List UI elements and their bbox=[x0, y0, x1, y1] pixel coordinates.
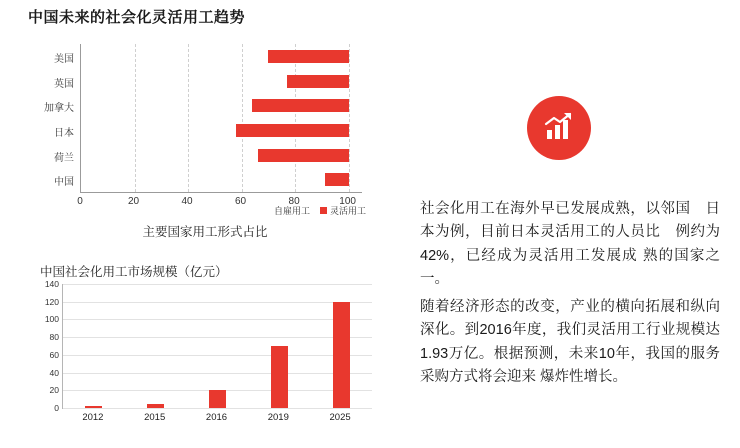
chart2-ytick-label: 40 bbox=[49, 367, 59, 378]
china-market-size-chart bbox=[28, 262, 378, 442]
chart1-category-label: 英国 bbox=[54, 78, 74, 90]
chart1-bar bbox=[252, 99, 348, 112]
chart2-ytick-label: 100 bbox=[44, 314, 59, 325]
chart1-xtick-label: 0 bbox=[77, 196, 83, 207]
legend-swatch-flexible bbox=[320, 207, 327, 214]
chart1-bar bbox=[268, 50, 348, 63]
legend-label-self-employed: 自雇用工 bbox=[273, 206, 310, 216]
chart1-category-label: 日本 bbox=[54, 127, 74, 139]
chart2-gridline bbox=[63, 337, 372, 338]
chart1-gridline bbox=[295, 44, 296, 192]
body-paragraph-2: 随着经济形态的改变，产业的横向拓展和纵向深化。到2016年度，我们灵活用工行业规模达1.93万亿。根据预测，未来10年，我国的服务采购方式将会迎来 爆炸性增长。 bbox=[420, 299, 720, 386]
chart2-bar bbox=[147, 404, 164, 408]
chart2-ytick-label: 0 bbox=[54, 403, 59, 413]
chart2-bar bbox=[333, 302, 350, 408]
chart1-gridline bbox=[135, 44, 136, 192]
chart1-category-label: 加拿大 bbox=[44, 103, 74, 115]
chart2-gridline bbox=[63, 302, 372, 303]
chart2-xtick-label: 2012 bbox=[82, 412, 104, 423]
chart1-bar bbox=[258, 149, 349, 162]
chart2-gridline bbox=[63, 319, 372, 320]
chart2-xtick-label: 2016 bbox=[205, 412, 228, 423]
chart2-gridline bbox=[63, 408, 372, 409]
chart2-bar bbox=[209, 390, 226, 408]
chart2-ytick-label: 20 bbox=[49, 385, 59, 396]
page-title: 中国未来的社会化灵活用工趋势 bbox=[28, 9, 246, 26]
chart2-ytick-label: 120 bbox=[44, 296, 59, 307]
chart1-category-label: 荷兰 bbox=[54, 152, 74, 164]
chart1-gridline bbox=[242, 44, 243, 192]
chart2-ytick-label: 80 bbox=[49, 332, 59, 343]
chart1-bar bbox=[287, 75, 349, 88]
chart2-ytick-label: 60 bbox=[49, 349, 59, 360]
legend-swatch-self-employed bbox=[264, 207, 271, 214]
growth-chart-icon bbox=[527, 96, 591, 160]
legend-item-self-employed bbox=[264, 204, 310, 217]
chart2-ytick-label: 140 bbox=[44, 279, 59, 289]
chart1-xtick-label: 20 bbox=[127, 196, 140, 207]
chart2-plot-area bbox=[44, 279, 372, 413]
chart2-xtick-label: 2025 bbox=[329, 412, 351, 423]
country-employment-chart bbox=[28, 36, 368, 239]
chart1-gridline bbox=[349, 44, 350, 192]
chart1-xtick-label: 60 bbox=[235, 196, 247, 207]
chart1-xtick-label: 80 bbox=[288, 196, 300, 207]
chart1-axis-title: 主要国家用工形式占比 bbox=[142, 225, 268, 239]
chart1-gridline bbox=[188, 44, 189, 192]
legend-label-flexible: 灵活用工 bbox=[329, 206, 366, 216]
chart1-bar bbox=[325, 173, 349, 186]
chart2-gridline bbox=[63, 284, 372, 285]
chart2-bar bbox=[271, 346, 288, 408]
chart1-category-label: 中国 bbox=[54, 177, 74, 189]
icon-circle-background bbox=[527, 96, 591, 160]
chart2-xtick-label: 2019 bbox=[267, 412, 289, 423]
chart1-category-label: 美国 bbox=[54, 53, 74, 65]
chart2-gridline bbox=[63, 355, 372, 356]
chart2-xtick-label: 2015 bbox=[144, 412, 166, 423]
chart2-bar bbox=[85, 406, 102, 408]
chart1-xtick-label: 100 bbox=[339, 196, 356, 207]
body-paragraph-1: 社会化用工在海外早已发展成熟，以邻国 日本为例，目前日本灵活用工的人员比 例约为42%，已经成为灵活用工发展成 熟的国家之一。 bbox=[420, 201, 720, 288]
chart1-plot-area bbox=[80, 44, 362, 193]
chart2-gridline bbox=[63, 373, 372, 374]
chart2-title: 中国社会化用工市场规模（亿元） bbox=[40, 265, 228, 279]
chart1-xtick-label: 40 bbox=[181, 196, 193, 207]
chart1-bar bbox=[236, 124, 348, 137]
